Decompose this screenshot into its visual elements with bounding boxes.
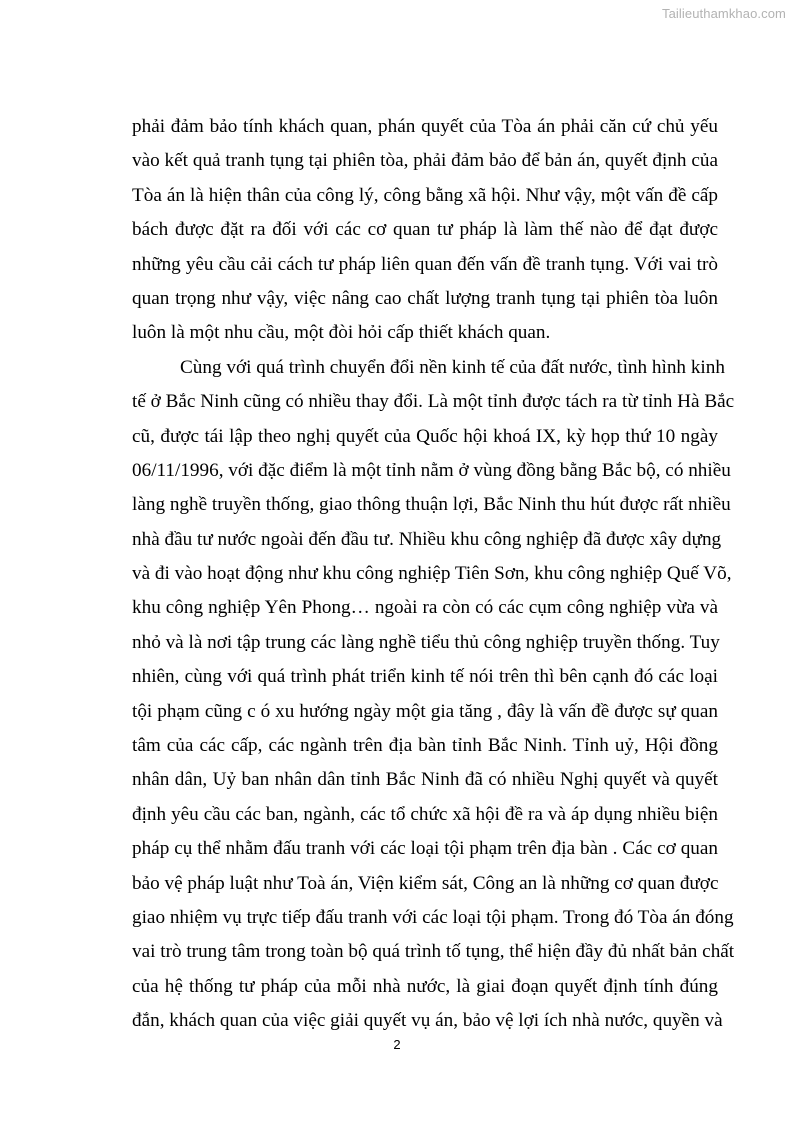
document-body (132, 114, 735, 1043)
text-line: nhỏ và là nơi tập trung các làng nghề tiểu thủ công nghiệp truyền thống. Tuy (132, 631, 720, 653)
text-line: quan trọng như vậy, việc nâng cao chất lượng tranh tụng tại phiên tòa luôn (132, 287, 718, 309)
text-line: bách được đặt ra đối với các cơ quan tư pháp là làm thế nào để đạt được (132, 219, 718, 241)
text-line: tội phạm cũng c ó xu hướng ngày một gia tăng , đây là vấn đề được sự quan (132, 700, 718, 722)
text-line: nhà đầu tư nước ngoài đến đầu tư. Nhiều khu công nghiệp đã được xây dựng (132, 528, 722, 550)
text-line: và đi vào hoạt động như khu công nghiệp Tiên Sơn, khu công nghiệp Quế Võ, (132, 563, 732, 585)
text-line: làng nghề truyền thống, giao thông thuận lợi, Bắc Ninh thu hút được rất nhiều (132, 494, 731, 516)
text-line: bảo vệ pháp luật như Toà án, Viện kiểm sát, Công an là những cơ quan được (132, 872, 719, 894)
text-line: cũ, được tái lập theo nghị quyết của Quốc hội khoá IX, kỳ họp thứ 10 ngày (132, 425, 718, 447)
page-number: 2 (393, 1037, 401, 1052)
text-line: những yêu cầu cải cách tư pháp liên quan đến vấn đề tranh tụng. Với vai trò (132, 253, 718, 275)
text-line: phải đảm bảo tính khách quan, phán quyết của Tòa án phải căn cứ chủ yếu (132, 116, 718, 137)
watermark-text: Tailieuthamkhao.com (661, 6, 786, 21)
text-line: giao nhiệm vụ trực tiếp đấu tranh với các loại tội phạm. Trong đó Tòa án đóng (132, 906, 734, 928)
text-line: tế ở Bắc Ninh cũng có nhiều thay đổi. Là một tỉnh được tách ra từ tỉnh Hà Bắc (132, 391, 735, 413)
text-line: định yêu cầu các ban, ngành, các tổ chức xã hội đề ra và áp dụng nhiều biện (132, 803, 718, 825)
text-line: 06/11/1996, với đặc điểm là một tỉnh nằm ở vùng đồng bằng Bắc bộ, có nhiều (132, 459, 731, 481)
text-line: đắn, khách quan của việc giải quyết vụ án, bảo vệ lợi ích nhà nước, quyền và (132, 1010, 723, 1032)
text-line: pháp cụ thể nhằm đấu tranh với các loại tội phạm trên địa bàn . Các cơ quan (132, 838, 718, 860)
text-line: vào kết quả tranh tụng tại phiên tòa, phải đảm bảo để bản án, quyết định của (132, 150, 718, 172)
text-line: nhiên, cùng với quá trình phát triển kinh tế nói trên thì bên cạnh đó các loại (132, 666, 718, 688)
text-line: tâm của các cấp, các ngành trên địa bàn tỉnh Bắc Ninh. Tỉnh uỷ, Hội đồng (132, 735, 718, 757)
paragraph-first-line: Cùng với quá trình chuyển đổi nền kinh tế của đất nước, tình hình kinh (180, 356, 725, 378)
text-line: luôn là một nhu cầu, một đòi hỏi cấp thiết khách quan. (132, 322, 551, 344)
text-line: khu công nghiệp Yên Phong… ngoài ra còn có các cụm công nghiệp vừa và (132, 597, 718, 619)
text-line: nhân dân, Uỷ ban nhân dân tỉnh Bắc Ninh đã có nhiều Nghị quyết và quyết (132, 769, 718, 791)
text-line: Tòa án là hiện thân của công lý, công bằng xã hội. Như vậy, một vấn đề cấp (132, 184, 718, 206)
text-line: của hệ thống tư pháp của mỗi nhà nước, là giai đoạn quyết định tính đúng (132, 975, 718, 997)
text-line: vai trò trung tâm trong toàn bộ quá trình tố tụng, thể hiện đầy đủ nhất bản chất (132, 941, 735, 963)
